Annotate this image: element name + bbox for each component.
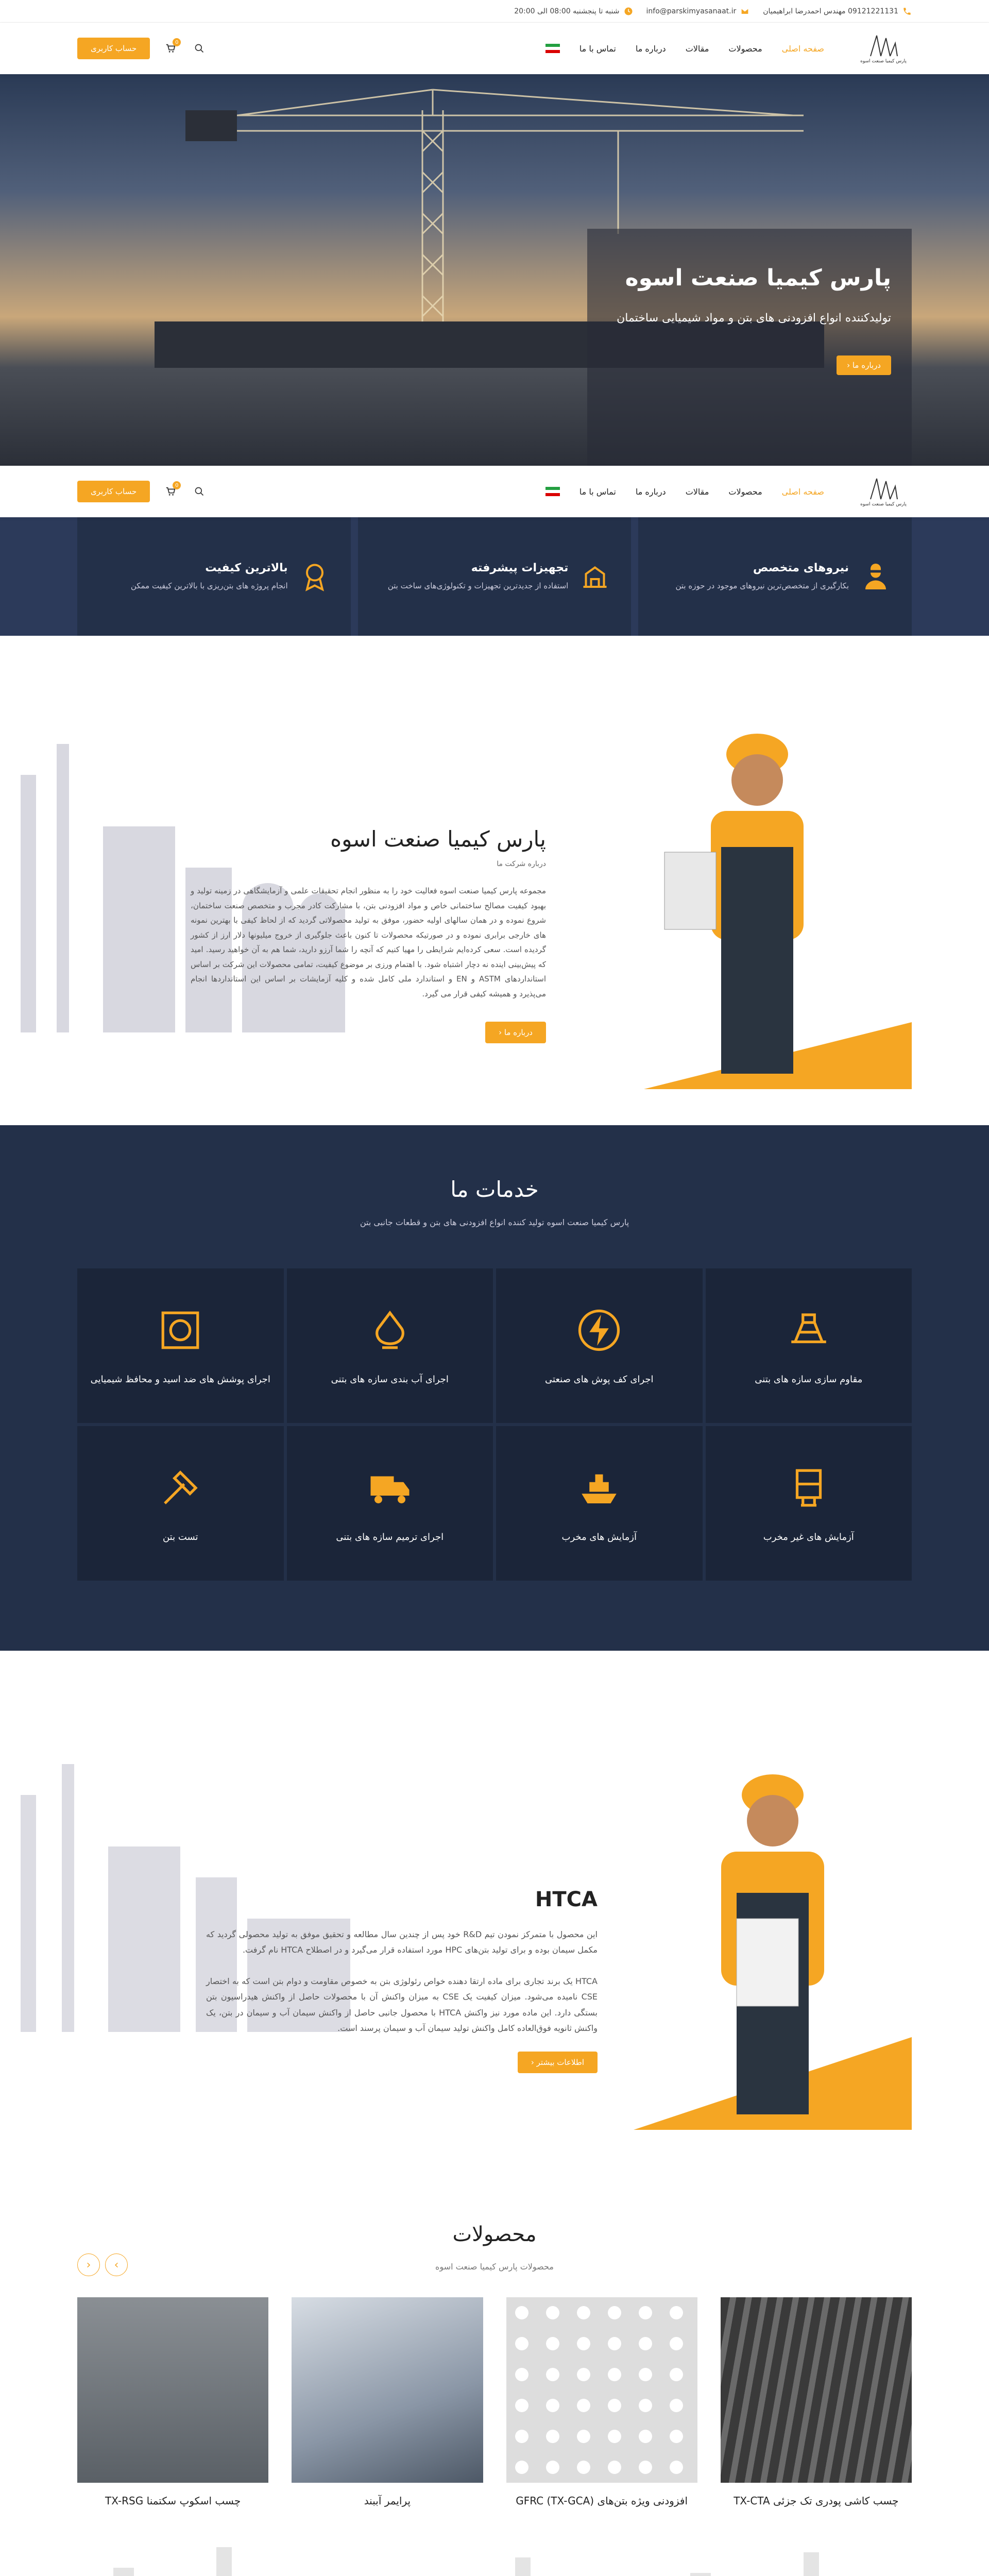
products-section [0, 2187, 989, 2576]
iran-flag-icon[interactable] [545, 44, 560, 53]
feature-title: نیروهای متخصص [753, 561, 849, 574]
account-button[interactable]: حساب کاربری [77, 481, 150, 502]
product-image [721, 2297, 912, 2483]
htca-body-2: HTCA یک برند تجاری برای ماده ارتقا دهنده خواص رئولوژی بتن به خصوص مقاومت و دوام بتن است که به اختصار CSE نامیده می‌شود. میزان کیفیت یک CSE به میزان واکنش آن با محصولات حاصل از واکنش هیدراسیون بتن بستگی دارد. این ماده مورد نیز واکنش HTCA با محصول جانبی حاصل از واکنش سیمان آب و سیمان در بتن، یک واکنش ثانویه فوق‌العاده کامل واکنش تولید سیمان آب و سیمان پرسند است. [206, 1976, 598, 2033]
product-image [506, 2297, 697, 2483]
hero-subtitle: تولیدکننده انواع افزودنی های بتن و مواد شیمیایی ساختمان [617, 312, 891, 325]
features-strip [0, 517, 989, 636]
products-title: محصولات [452, 2223, 537, 2246]
feature-equipment [358, 517, 632, 636]
htca-more-button[interactable]: اطلاعات بیشتر ‹ [518, 2052, 598, 2073]
service-label: آزمایش های غیر مخرب [763, 1531, 854, 1543]
service-waterproof[interactable] [287, 1268, 493, 1423]
cart-count-badge: 0 [173, 481, 181, 489]
feature-quality [77, 517, 351, 636]
hero-section [0, 74, 989, 466]
reinforce-icon [786, 1307, 832, 1353]
feature-desc: انجام پروژه های بتن‌ریزی با بالاترین کیفیت ممکن [130, 581, 288, 590]
ndt-icon [786, 1465, 832, 1511]
service-label: تست بتن [162, 1531, 198, 1543]
about-section [0, 636, 989, 1125]
product-title: چسب کاشی پودری تک جزئی TX-CTA [734, 2495, 899, 2507]
product-image [77, 2297, 268, 2483]
search-button[interactable] [191, 40, 208, 57]
htca-section [0, 1651, 989, 2187]
cart-count-badge: 0 [173, 38, 181, 46]
logo-mark-icon [865, 476, 901, 502]
about-subtitle: درباره شرکت ما [497, 860, 546, 868]
feature-title: بالاترین کیفیت [205, 561, 288, 574]
clock-icon [624, 7, 633, 16]
nav-about[interactable]: درباره ما [635, 43, 666, 54]
service-label: مقاوم سازی سازه های بتنی [755, 1374, 863, 1385]
hero-card [587, 229, 912, 466]
htca-body-1: این محصول با متمرکز نمودن تیم R&D خود پس از چندین سال مطالعه و تحقیق موفق به تولید محصولی گردید که مکمل سیمان بوده و برای تولید بتن‌های HPC مورد استفاده قرار می‌گیرد و در اصطلاح HTCA نام گرفت. [206, 1929, 598, 1955]
truck-icon [367, 1465, 413, 1511]
lightning-icon [576, 1307, 622, 1353]
service-chemical[interactable] [77, 1268, 284, 1423]
products-carousel-arrows [77, 2253, 128, 2276]
hammer-icon [157, 1465, 203, 1511]
product-image [292, 2297, 483, 2483]
feature-desc: بکارگیری از متخصص‌ترین نیروهای موجود در حوزه بتن [675, 581, 849, 590]
about-body: مجموعه پارس کیمیا صنعت اسوه فعالیت خود را به منظور انجام تحقیقات علمی و آزمایشگاهی در زمینه تولید و بهبود کیفیت مصالح ساختمانی خاص و مواد افزودنی بتن، با مشارکت کادر مجرب و متخصص صنعت ساختمان، شروع نموده و در همان سالهای اولیه حضور، موفق به تولید محصولاتی گردید که از لحاظ کیفی با بهترین نمونه های خارجی برابری نموده و در صورتیکه محصولات تا کنون باعث جلوگیری از خروج میلیونها دلار ارز از کشور گردیده است. سعی کرده‌ایم شرایطی را مهیا کنیم که آنچه را شما آرزو دارید، شما هم به آن خواهید رسید. امید که پیش‌بینی اینده نه دچار اشتباه شود. با اهتمام ورزی بر موضوع کیفیت، تمامی محصولات این شرکت بر اساس استانداردهای ASTM و EN و استاندارد ملی کامل شده و کلیه آزمایشات بر اساس این استانداردها انجام می‌پذیرد و همیشه کیفی قرار می گیرد. [191, 886, 546, 998]
nav-articles[interactable]: مقالات [685, 43, 709, 54]
product-title: افزودنی ویژه بتن‌های GFRC (TX-GCA) [516, 2495, 688, 2507]
nav-home[interactable]: صفحه اصلی [781, 43, 824, 54]
cart-button[interactable] [162, 483, 179, 500]
products-row [77, 2297, 912, 2509]
product-card[interactable] [292, 2297, 483, 2509]
phone-text: 09121221131 مهندس احمدرضا ابراهیمیان [763, 7, 898, 15]
ship-icon [576, 1465, 622, 1511]
hours-text: شنبه تا پنجشنبه 08:00 الی 20:00 [514, 7, 620, 15]
about-title: پارس کیمیا صنعت اسوه [330, 826, 546, 852]
phone-icon [902, 7, 912, 16]
logo-text: پارس کیمیا صنعت اسوه [860, 501, 907, 507]
services-section [0, 1125, 989, 1651]
search-icon [194, 486, 204, 497]
product-card[interactable] [506, 2297, 697, 2509]
account-button[interactable]: حساب کاربری [77, 38, 150, 59]
hero-about-button[interactable]: درباره ما ‹ [837, 355, 891, 375]
service-label: اجرای ترمیم سازه های بتنی [336, 1531, 444, 1543]
service-label: آزمایش های مخرب [561, 1531, 637, 1543]
htca-more-label: اطلاعات بیشتر [536, 2058, 584, 2067]
main-nav [545, 44, 824, 54]
service-label: اجرای کف پوش های صنعتی [545, 1374, 654, 1385]
prev-arrow-button[interactable]: › [105, 2253, 128, 2276]
phone-info[interactable] [763, 7, 912, 16]
chemical-icon [157, 1307, 203, 1353]
nav-about[interactable]: درباره ما [635, 486, 666, 497]
cart-button[interactable] [162, 40, 179, 57]
site-logo[interactable] [855, 28, 912, 69]
service-reinforcement[interactable] [706, 1268, 912, 1423]
products-subtitle: محصولات پارس کیمیا صنعت اسوه [435, 2262, 554, 2272]
htca-title: HTCA [535, 1888, 598, 1911]
feature-experts [638, 517, 912, 636]
services-title: خدمات ما [450, 1177, 539, 1202]
worker-figure-icon [654, 713, 860, 1089]
nav-products[interactable]: محصولات [728, 486, 762, 497]
about-more-button[interactable]: درباره ما ‹ [485, 1022, 546, 1043]
feature-desc: استفاده از جدیدترین تجهیزات و تکنولوژی‌های ساخت بتن [387, 581, 569, 590]
nav-products[interactable]: محصولات [728, 43, 762, 54]
service-flooring[interactable] [496, 1268, 703, 1423]
nav-contact[interactable]: تماس با ما [579, 43, 616, 54]
sticky-nav [545, 487, 824, 497]
product-card[interactable] [77, 2297, 268, 2509]
nav-articles[interactable]: مقالات [685, 486, 709, 497]
iran-flag-icon[interactable] [545, 487, 560, 496]
service-destructive[interactable] [496, 1426, 703, 1581]
about-more-label: درباره ما [504, 1028, 533, 1037]
about-text [191, 826, 546, 1043]
nav-home[interactable]: صفحه اصلی [781, 486, 824, 497]
quality-icon [299, 561, 330, 592]
top-bar [0, 0, 989, 23]
htca-text [206, 1888, 598, 2073]
service-ndt[interactable] [706, 1426, 912, 1581]
logo-text: پارس کیمیا صنعت اسوه [860, 58, 907, 64]
next-arrow-button[interactable]: ‹ [77, 2253, 100, 2276]
nav-contact[interactable]: تماس با ما [579, 486, 616, 497]
worker-illustration [551, 692, 912, 1089]
services-grid [77, 1268, 912, 1581]
service-label: اجرای پوشش های ضد اسید و محافظ شیمیایی [90, 1374, 270, 1385]
search-icon [194, 43, 204, 54]
main-header [0, 23, 989, 74]
hours-info [514, 7, 633, 16]
waterproof-icon [367, 1307, 413, 1353]
email-icon [740, 7, 749, 16]
service-concrete-test[interactable] [77, 1426, 284, 1581]
product-title: پرایمر آببند [364, 2495, 411, 2507]
logo-mark-icon [865, 33, 901, 59]
hero-title: پارس کیمیا صنعت اسوه [625, 265, 891, 291]
product-title: چسب اسکوپ سکتمنا TX-RSG [105, 2495, 241, 2507]
email-info[interactable] [646, 7, 750, 16]
worker-figure-icon [664, 1754, 881, 2130]
htca-worker-illustration [634, 1733, 912, 2130]
service-repair[interactable] [287, 1426, 493, 1581]
search-button[interactable] [191, 483, 208, 500]
email-text: info@parskimyasanaat.ir [646, 7, 737, 15]
engineer-icon [860, 561, 891, 592]
service-label: اجرای آب بندی سازه های بتنی [331, 1374, 449, 1385]
sticky-logo[interactable] [855, 471, 912, 512]
hero-about-label: درباره ما [852, 361, 881, 370]
product-card[interactable] [721, 2297, 912, 2509]
feature-title: تجهیزات پیشرفته [471, 561, 569, 574]
sticky-header [0, 466, 989, 517]
services-subtitle: پارس کیمیا صنعت اسوه تولید کننده انواع افزودنی های بتن و قطعات جانبی بتن [360, 1217, 629, 1227]
equipment-icon [579, 561, 610, 592]
